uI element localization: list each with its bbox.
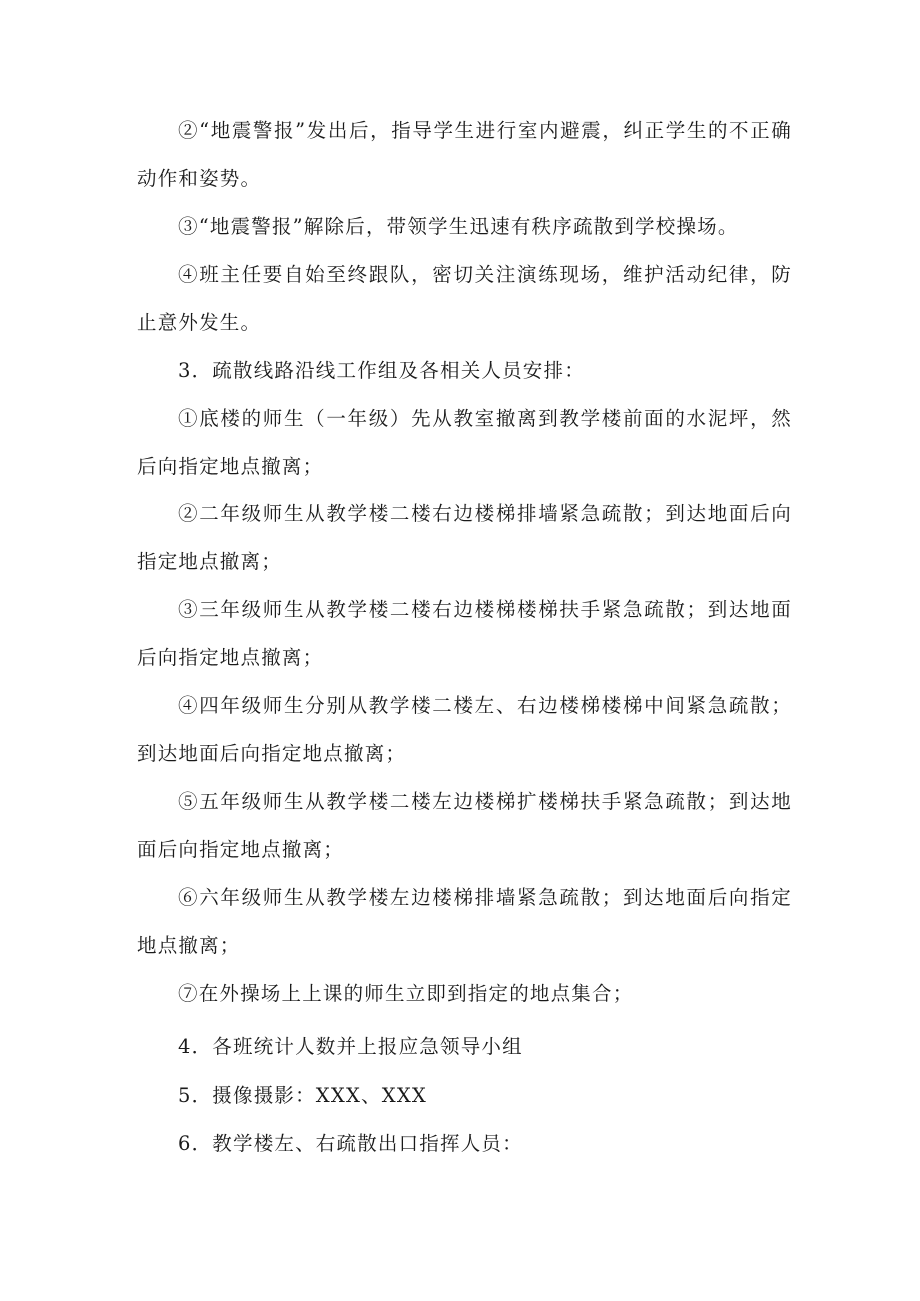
- paragraph-indoor-shelter: ②“地震警报”发出后，指导学生进行室内避震，纠正学生的不正确动作和姿势。: [137, 119, 792, 190]
- paragraph-head-teacher-duty: ④班主任要自始至终跟队，密切关注演练现场，维护活动纪律，防止意外发生。: [137, 263, 792, 334]
- paragraph-grade-1-route: ①底楼的师生（一年级）先从教室撤离到教学楼前面的水泥坪，然后向指定地点撤离；: [137, 407, 792, 478]
- heading-headcount-report: 4．各班统计人数并上报应急领导小组: [178, 1035, 523, 1058]
- heading-evacuation-routes: 3．疏散线路沿线工作组及各相关人员安排：: [178, 359, 585, 382]
- paragraph-alarm-lifted: ③“地震警报”解除后，带领学生迅速有秩序疏散到学校操场。: [178, 215, 739, 238]
- heading-exit-commanders: 6．教学楼左、右疏散出口指挥人员：: [178, 1132, 523, 1155]
- paragraph-outdoor-classes: ⑦在外操场上上课的师生立即到指定的地点集合；: [178, 982, 634, 1005]
- paragraph-grade-5-route: ⑤五年级师生从教学楼二楼左边楼梯扩楼梯扶手紧急疏散；到达地面后向指定地点撤离；: [137, 790, 792, 861]
- paragraph-grade-2-route: ②二年级师生从教学楼二楼右边楼梯排墙紧急疏散；到达地面后向指定地点撤离；: [137, 502, 792, 573]
- paragraph-grade-6-route: ⑥六年级师生从教学楼左边楼梯排墙紧急疏散；到达地面后向指定地点撤离；: [137, 886, 792, 957]
- paragraph-grade-3-route: ③三年级师生从教学楼二楼右边楼梯楼梯扶手紧急疏散；到达地面后向指定地点撤离；: [137, 598, 792, 669]
- paragraph-grade-4-route: ④四年级师生分别从教学楼二楼左、右边楼梯楼梯中间紧急疏散；到达地面后向指定地点撤离；: [137, 694, 792, 765]
- heading-photography: 5．摄像摄影：XXX、XXX: [178, 1084, 428, 1107]
